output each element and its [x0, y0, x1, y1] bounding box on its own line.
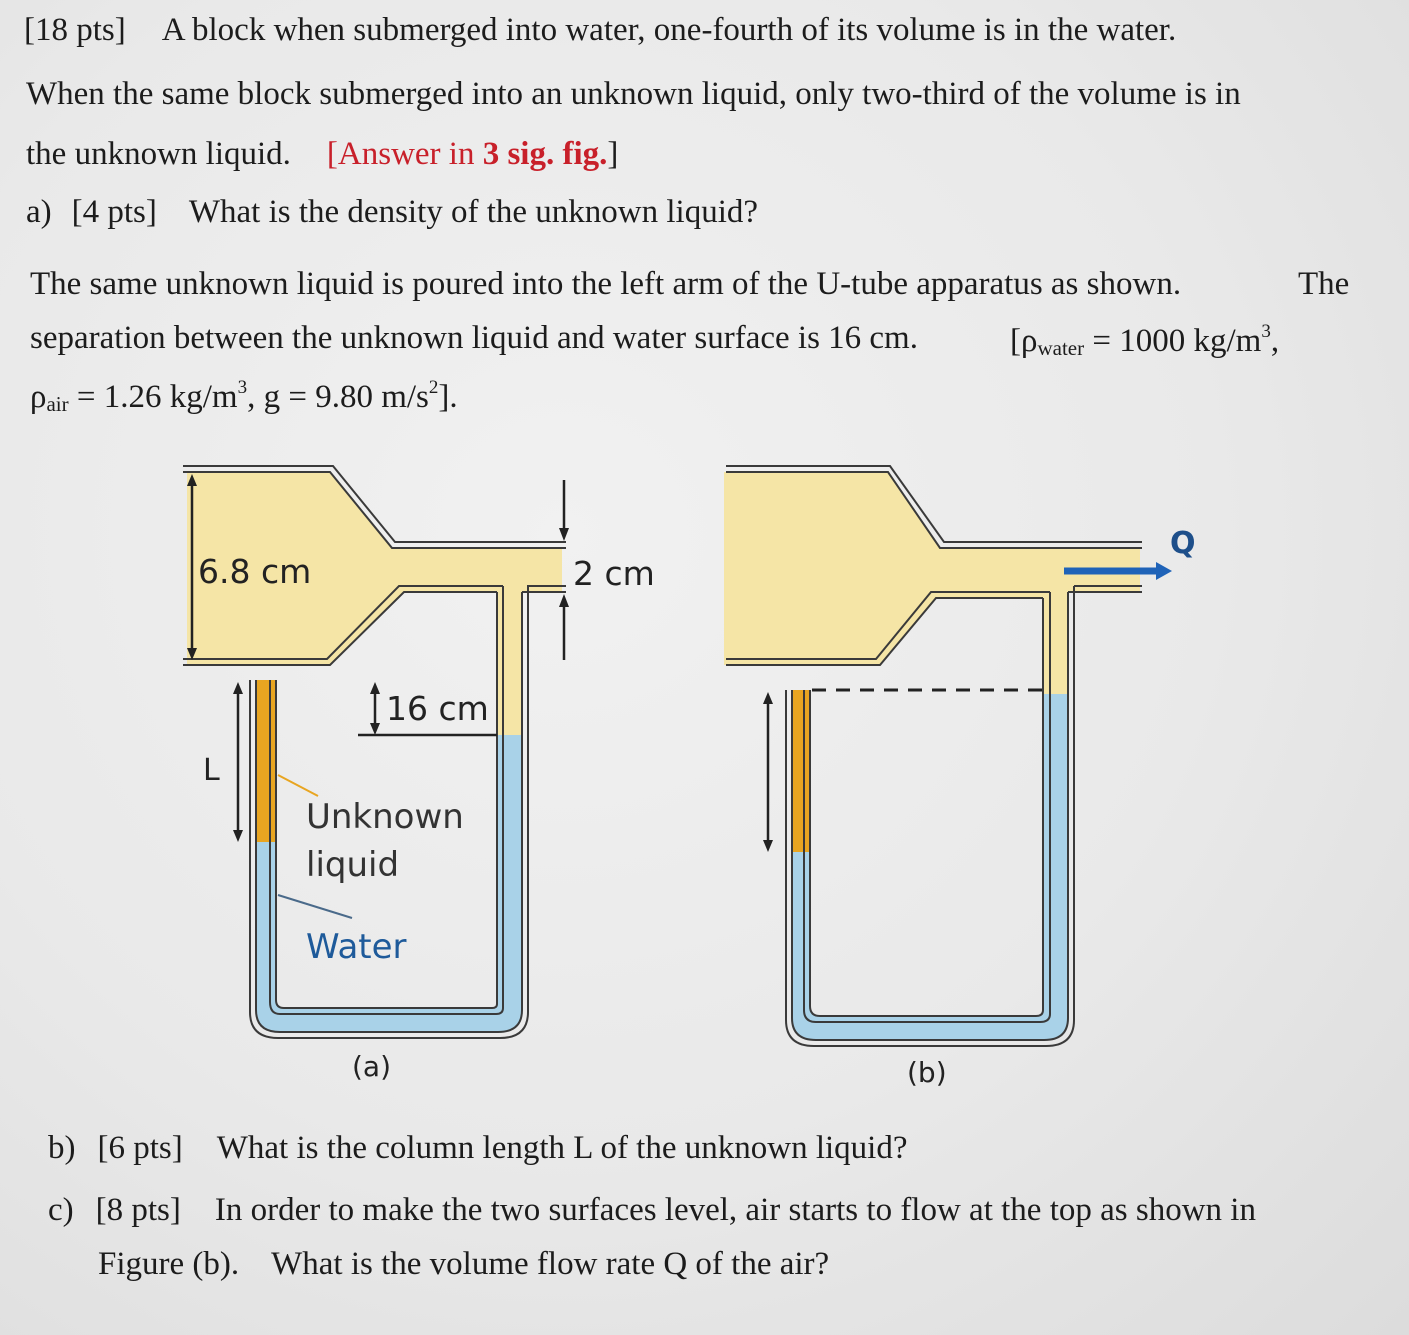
- rho-water-comma: ,: [1270, 323, 1280, 359]
- rho-water-subscript: water: [1037, 336, 1085, 360]
- figure-b: [724, 466, 1196, 1089]
- unknown-liquid-column: [256, 680, 276, 842]
- gravity-value: , g = 9.80 m/s: [247, 379, 429, 415]
- part-b-letter: b): [48, 1130, 76, 1166]
- caption-a: (a): [352, 1050, 392, 1083]
- rho-water-symbol: [ρ: [1010, 323, 1038, 359]
- rho-air-exponent: 3: [237, 377, 248, 398]
- part-a-letter: a): [26, 194, 52, 230]
- part-c-figure-ref: Figure (b).: [98, 1246, 240, 1282]
- water-right-arm-b: [1043, 694, 1068, 1017]
- part-c-points: [8 pts]: [95, 1192, 181, 1228]
- problem-points: [18 pts]: [24, 12, 126, 48]
- setup-line-1-text: The same unknown liquid is poured into the left arm of the U-tube apparatus as shown.: [30, 266, 1182, 302]
- label-16cm: 16 cm: [386, 689, 489, 728]
- part-a-points: [4 pts]: [71, 194, 157, 230]
- dim-L-arrow: [233, 682, 243, 842]
- air-region-b: [724, 472, 1140, 694]
- part-b-points: [6 pts]: [97, 1130, 183, 1166]
- part-c-line-2: [98, 1248, 829, 1281]
- rho-air-subscript: air: [46, 392, 69, 416]
- part-c-question-1: In order to make the two surfaces level, air starts to flow at the top as shown in: [214, 1192, 1256, 1228]
- problem-line-2: When the same block submerged into an unknown liquid, only two-third of the volume is in: [26, 76, 1241, 112]
- label-unknown-liquid-1: Unknown: [306, 797, 464, 837]
- caption-b: (b): [907, 1056, 947, 1089]
- label-water: Water: [306, 927, 407, 967]
- given-close: ].: [438, 379, 458, 415]
- water-right-arm: [497, 735, 522, 1012]
- label-Q: Q: [1170, 526, 1196, 561]
- answer-note-sigfig: 3 sig. fig.: [482, 136, 608, 172]
- rho-air-value: = 1.26 kg/m: [68, 379, 238, 415]
- rho-water-value: = 1000 kg/m: [1084, 323, 1262, 359]
- label-L: L: [203, 753, 220, 788]
- label-unknown-liquid-2: liquid: [306, 845, 400, 885]
- answer-note-close: ]: [607, 136, 619, 172]
- gravity-exponent: 2: [428, 377, 439, 398]
- part-a-question: What is the density of the unknown liquid?: [188, 194, 759, 230]
- label-6.8cm: 6.8 cm: [198, 552, 312, 591]
- dim-column-arrow-b: [763, 692, 773, 852]
- water-u-bottom: [256, 1000, 522, 1032]
- water-left-arm-b: [792, 852, 810, 1017]
- part-c: [48, 1194, 1256, 1227]
- separation-text: separation between the unknown liquid and water surface is 16 cm.: [30, 320, 918, 356]
- unknown-liquid-column-b: [792, 690, 810, 852]
- figure-a: [183, 466, 655, 1083]
- label-2cm: 2 cm: [573, 554, 655, 593]
- unknown-liquid-leader: [278, 775, 318, 796]
- rho-air-symbol: ρ: [30, 379, 47, 415]
- water-leader: [278, 895, 352, 918]
- answer-note-open: [Answer in: [326, 136, 483, 172]
- part-c-letter: c): [48, 1192, 74, 1228]
- rho-water-exponent: 3: [1261, 321, 1271, 342]
- part-b: [48, 1132, 907, 1165]
- water-left-arm: [256, 842, 276, 1012]
- part-c-question-2: What is the volume flow rate Q of the air?: [271, 1246, 830, 1282]
- dim-16cm-arrow: [370, 682, 380, 735]
- problem-text: A block when submerged into water, one-fourth of its volume is in the water.: [161, 12, 1177, 48]
- part-b-question: What is the column length L of the unknown liquid?: [216, 1130, 908, 1166]
- setup-line-1-end: The: [1298, 266, 1350, 302]
- problem-line-3-text: the unknown liquid.: [26, 136, 291, 172]
